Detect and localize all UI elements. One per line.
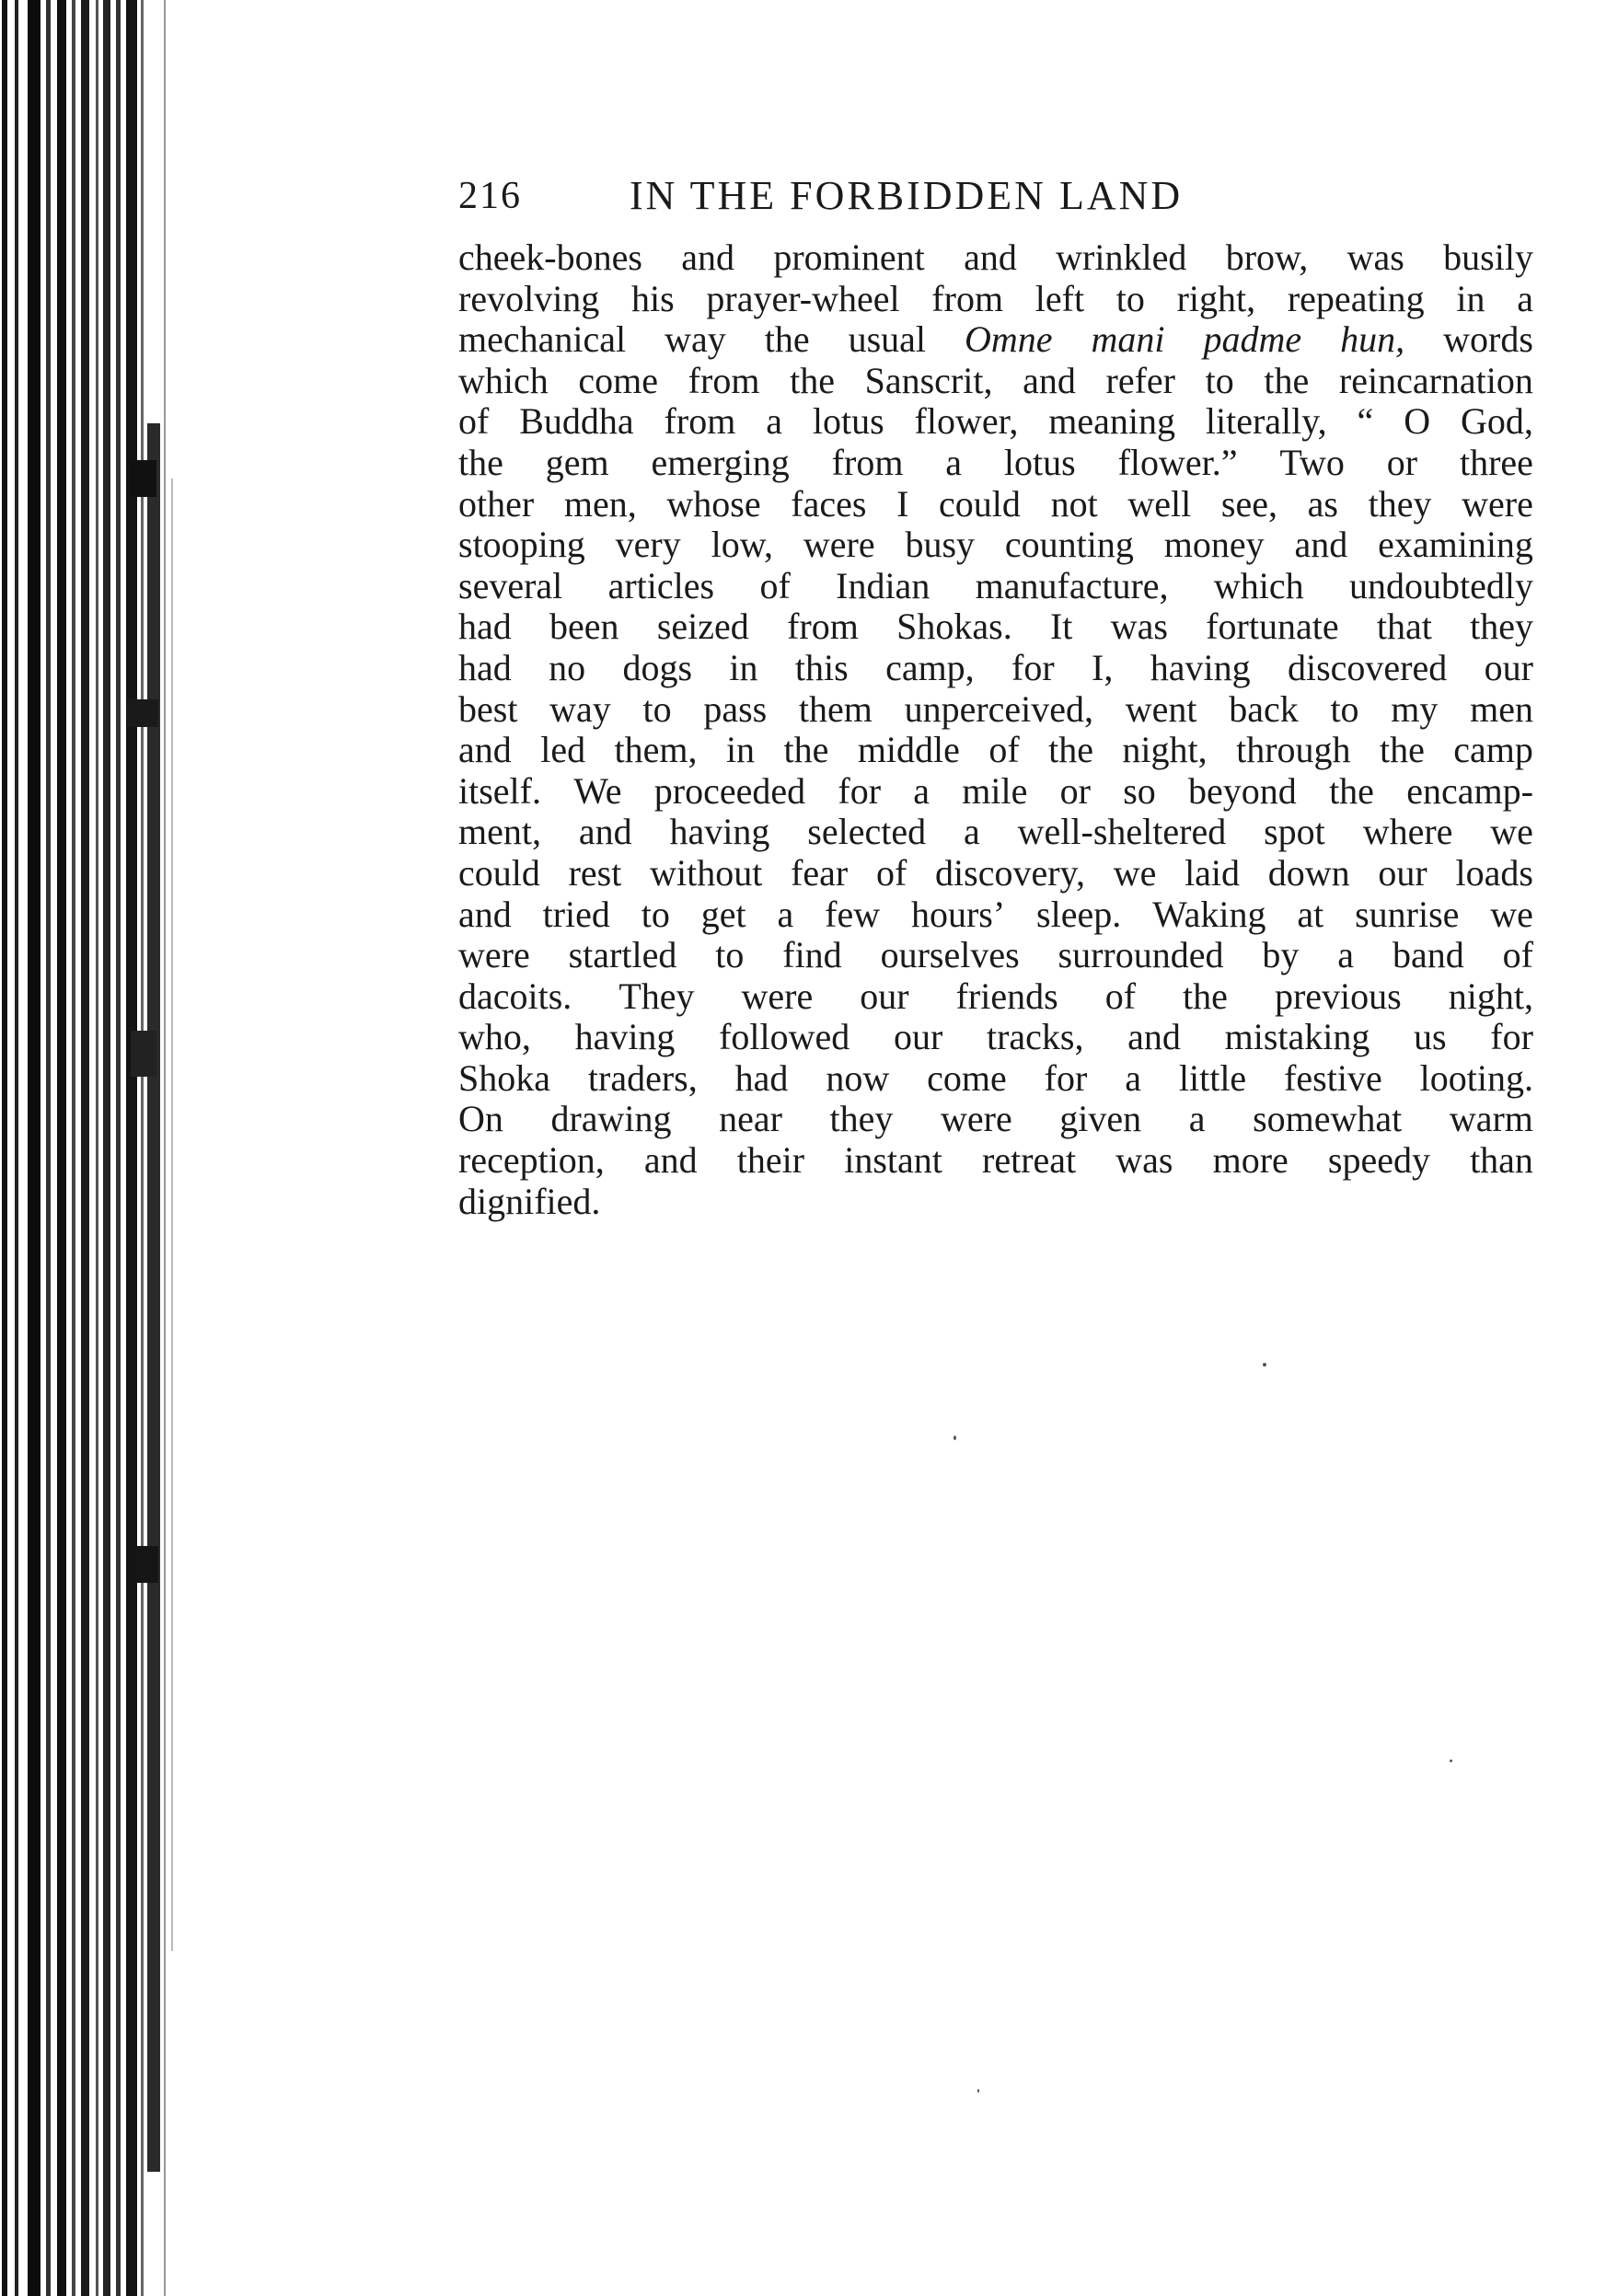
word: Two [1279, 441, 1345, 483]
word: startled [568, 934, 677, 976]
word: looting. [1419, 1056, 1533, 1099]
word: camp [1453, 729, 1533, 771]
word: find [782, 934, 842, 976]
word: had [734, 1056, 789, 1099]
word: emerging [651, 441, 790, 483]
word: were [803, 524, 875, 566]
word: proceeded [653, 769, 806, 812]
page-number: 216 [458, 175, 522, 217]
word: few [825, 893, 881, 935]
word: back [1229, 687, 1299, 730]
word: Sanscrit, [864, 359, 993, 401]
word: Buddha [519, 400, 634, 443]
word: very [615, 524, 681, 566]
word: Indian [836, 564, 930, 606]
word: busily [1443, 237, 1533, 278]
word: the [1264, 359, 1310, 401]
text-line [458, 1017, 1533, 1058]
word: I, [1092, 646, 1114, 688]
word: a [913, 769, 930, 812]
word: so [1123, 769, 1156, 812]
word: prayer-wheel [706, 277, 900, 319]
word: Omne [965, 318, 1053, 361]
word: words [1443, 318, 1533, 361]
word: seized [656, 606, 749, 648]
word: they [829, 1098, 894, 1140]
word: we [1490, 893, 1533, 935]
word: of [458, 400, 490, 443]
word: near [719, 1098, 782, 1140]
text-line [458, 443, 1533, 484]
word: band [1392, 934, 1464, 976]
word: a [1188, 1098, 1206, 1140]
word: our [1484, 646, 1533, 688]
word: brow, [1225, 237, 1309, 278]
word: of [1104, 975, 1137, 1017]
word: and [681, 237, 734, 278]
word: was [1115, 1139, 1173, 1182]
word: in [1456, 277, 1485, 319]
word: lotus [1003, 441, 1076, 483]
text-line [458, 237, 1533, 279]
word: given [1059, 1098, 1142, 1140]
word: this [794, 646, 849, 688]
binding-edge [0, 0, 184, 2296]
word: which [458, 359, 549, 401]
word: drawing [550, 1098, 672, 1140]
word: could [939, 482, 1021, 525]
word: dacoits. [458, 975, 572, 1017]
word: of [988, 729, 1020, 771]
word: to [1115, 277, 1145, 319]
word: at [1297, 893, 1324, 935]
word: busy [905, 524, 976, 566]
word: revolving [458, 277, 600, 319]
word: to [642, 687, 672, 730]
word: men, [563, 482, 637, 525]
word: from [931, 277, 1004, 319]
word: having [669, 811, 770, 853]
word: gem [545, 441, 609, 483]
word: men [1470, 687, 1533, 730]
word: followed [719, 1016, 850, 1058]
word: other [458, 482, 535, 525]
word: from [787, 606, 859, 648]
word: that [1376, 606, 1432, 648]
word: usual [848, 318, 927, 361]
word: well-sheltered [1017, 811, 1227, 853]
word: reception, [458, 1139, 605, 1182]
word: them, [614, 729, 698, 771]
text-line [458, 484, 1533, 525]
word: went [1125, 687, 1197, 730]
text-line [458, 1140, 1533, 1182]
word: the [458, 441, 503, 483]
word: for [838, 769, 882, 812]
word: had [458, 646, 512, 688]
word: articles [607, 564, 715, 606]
word: were [940, 1098, 1012, 1140]
word: of [1502, 934, 1533, 976]
text-line [458, 853, 1533, 894]
word: encamp- [1406, 769, 1533, 812]
word: low, [711, 524, 773, 566]
word: way [665, 318, 726, 361]
word: as [1307, 482, 1338, 525]
word: camp, [885, 646, 975, 688]
word: for [1490, 1016, 1533, 1058]
word: a [766, 400, 782, 443]
word: they [1470, 606, 1533, 648]
word: On [458, 1098, 503, 1140]
word: they [1368, 482, 1432, 525]
word: repeating [1287, 277, 1425, 319]
word: dogs [622, 646, 693, 688]
word: having [1150, 646, 1251, 688]
word: not [1050, 482, 1098, 525]
word: manufacture, [975, 564, 1169, 606]
word: a [1337, 934, 1355, 976]
word: who, [458, 1016, 531, 1058]
word: traders, [587, 1056, 698, 1099]
word: left [1034, 277, 1085, 319]
word: flower.” [1117, 441, 1238, 483]
word: discovery, [935, 851, 1085, 894]
word: meaning [1048, 400, 1175, 443]
text-line [458, 361, 1533, 402]
word: of [875, 851, 907, 894]
word: It [1049, 606, 1073, 648]
word: fear [791, 851, 849, 894]
word: more [1212, 1139, 1289, 1182]
word: reincarnation [1338, 359, 1533, 401]
word: I [896, 482, 909, 525]
word: sleep. [1036, 893, 1122, 935]
word: three [1459, 441, 1533, 483]
text-line [458, 730, 1533, 771]
word: little [1178, 1056, 1247, 1099]
word: dignified. [458, 1180, 601, 1222]
word: festive [1284, 1056, 1382, 1099]
word: fortunate [1206, 606, 1339, 648]
word: their [736, 1139, 805, 1182]
word: retreat [982, 1139, 1077, 1182]
word: his [631, 277, 675, 319]
text-line [458, 648, 1533, 689]
word: without [650, 851, 763, 894]
word: O [1404, 400, 1431, 443]
word: We [573, 769, 622, 812]
word: discovered [1287, 646, 1448, 688]
text-line [458, 771, 1533, 813]
word: tracks, [986, 1016, 1084, 1058]
word: and [643, 1139, 698, 1182]
text-line [458, 894, 1533, 936]
word: ourselves [880, 934, 1020, 976]
word: were [458, 934, 530, 976]
word: the [1329, 769, 1374, 812]
word: itself. [458, 769, 541, 812]
word: God, [1460, 400, 1533, 443]
word: where [1362, 811, 1453, 853]
word: get [700, 893, 746, 935]
word: led [540, 729, 586, 771]
word: loads [1455, 851, 1533, 894]
word: our [1378, 851, 1427, 894]
word: from [831, 441, 904, 483]
word: than [1470, 1139, 1533, 1182]
word: them [798, 687, 873, 730]
word: to [641, 893, 670, 935]
scan-speck [1450, 1759, 1452, 1762]
text-line [458, 976, 1533, 1018]
word: was [1110, 606, 1168, 648]
word: right, [1176, 277, 1256, 319]
word: sunrise [1355, 893, 1460, 935]
word: could [458, 851, 540, 894]
word: were [741, 975, 814, 1017]
text-line [458, 606, 1533, 648]
word: hours’ [910, 893, 1006, 935]
word: previous [1274, 975, 1402, 1017]
word: a [964, 811, 980, 853]
word: counting [1004, 524, 1134, 566]
text-line [458, 935, 1533, 976]
word: the [1379, 729, 1425, 771]
word: whose [666, 482, 761, 525]
scan-speck [953, 1436, 956, 1440]
word: hun, [1340, 318, 1405, 361]
word: been [549, 606, 619, 648]
word: and [964, 237, 1017, 278]
word: the [1048, 729, 1093, 771]
word: Shoka [458, 1056, 550, 1099]
word: wrinkled [1056, 237, 1187, 278]
text-line [458, 1182, 1533, 1223]
word: come [927, 1056, 1007, 1099]
word: Waking [1152, 893, 1266, 935]
word: laid [1185, 851, 1241, 894]
text-line [458, 525, 1533, 566]
word: speedy [1327, 1139, 1430, 1182]
word: we [1490, 811, 1533, 853]
word: faces [791, 482, 867, 525]
running-head [458, 164, 1533, 228]
word: or [1059, 769, 1091, 812]
word: or [1386, 441, 1418, 483]
word: surrounded [1057, 934, 1224, 976]
word: from [688, 359, 760, 401]
word: examining [1378, 524, 1533, 566]
word: way [549, 687, 611, 730]
word: well [1127, 482, 1192, 525]
word: from [664, 400, 736, 443]
word: beyond [1188, 769, 1297, 812]
word: to [715, 934, 745, 976]
body-text [458, 237, 1533, 1222]
text-line [458, 319, 1533, 361]
word: and [458, 893, 512, 935]
text-line [458, 689, 1533, 731]
word: tried [542, 893, 610, 935]
word: no [549, 646, 586, 688]
word: a [945, 441, 963, 483]
word: undoubtedly [1349, 564, 1533, 606]
text-line [458, 812, 1533, 853]
word: warm [1449, 1098, 1533, 1140]
word: which [1213, 564, 1304, 606]
word: stooping [458, 524, 585, 566]
word: several [458, 564, 563, 606]
word: unperceived, [904, 687, 1094, 730]
word: mistaking [1224, 1016, 1370, 1058]
word: the [790, 359, 835, 401]
text-line [458, 1058, 1533, 1100]
word: selected [807, 811, 927, 853]
scan-speck [977, 2089, 979, 2093]
word: now [826, 1056, 890, 1099]
word: best [458, 687, 518, 730]
word: and [578, 811, 632, 853]
word: our [860, 975, 909, 1017]
text-line [458, 279, 1533, 320]
word: a [777, 893, 794, 935]
word: pass [703, 687, 768, 730]
word: and [1023, 359, 1076, 401]
word: prominent [773, 237, 925, 278]
word: and [1294, 524, 1348, 566]
word: literally, [1205, 400, 1327, 443]
word: a [1517, 277, 1533, 319]
running-head-title: IN THE FORBIDDEN LAND [630, 173, 1184, 218]
word: lotus [812, 400, 884, 443]
text-line [458, 566, 1533, 607]
word: and [1127, 1016, 1181, 1058]
word: a [1125, 1056, 1141, 1099]
word: was [1346, 237, 1404, 278]
word: to [1330, 687, 1359, 730]
word: in [729, 646, 758, 688]
word: middle [857, 729, 960, 771]
word: “ [1357, 400, 1374, 443]
word: mechanical [458, 318, 627, 361]
word: cheek-bones [458, 237, 642, 278]
word: refer [1105, 359, 1175, 401]
word: having [574, 1016, 676, 1058]
word: mile [962, 769, 1028, 812]
word: our [893, 1016, 943, 1058]
word: to [1205, 359, 1234, 401]
word: us [1414, 1016, 1447, 1058]
word: mani [1091, 318, 1165, 361]
text-line [458, 401, 1533, 443]
word: Shokas. [896, 606, 1012, 648]
word: somewhat [1253, 1098, 1403, 1140]
word: come [578, 359, 659, 401]
word: money [1163, 524, 1265, 566]
word: through [1236, 729, 1351, 771]
word: down [1267, 851, 1350, 894]
word: spot [1264, 811, 1325, 853]
word: my [1391, 687, 1439, 730]
word: padme [1203, 318, 1302, 361]
word: night, [1448, 975, 1533, 1017]
word: instant [844, 1139, 942, 1182]
word: had [458, 606, 512, 648]
word: friends [955, 975, 1058, 1017]
word: the [764, 318, 810, 361]
scan-speck [1263, 1363, 1266, 1367]
word: ment, [458, 811, 541, 853]
word: night, [1122, 729, 1208, 771]
word: flower, [914, 400, 1019, 443]
word: were [1462, 482, 1533, 525]
word: for [1011, 646, 1055, 688]
word: see, [1220, 482, 1277, 525]
word: we [1113, 851, 1157, 894]
word: They [618, 975, 695, 1017]
word: rest [568, 851, 622, 894]
text-line [458, 1099, 1533, 1140]
word: the [1183, 975, 1228, 1017]
word: and [458, 729, 512, 771]
word: the [783, 729, 829, 771]
word: in [725, 729, 756, 771]
word: of [759, 564, 791, 606]
word: by [1262, 934, 1300, 976]
word: for [1044, 1056, 1088, 1099]
